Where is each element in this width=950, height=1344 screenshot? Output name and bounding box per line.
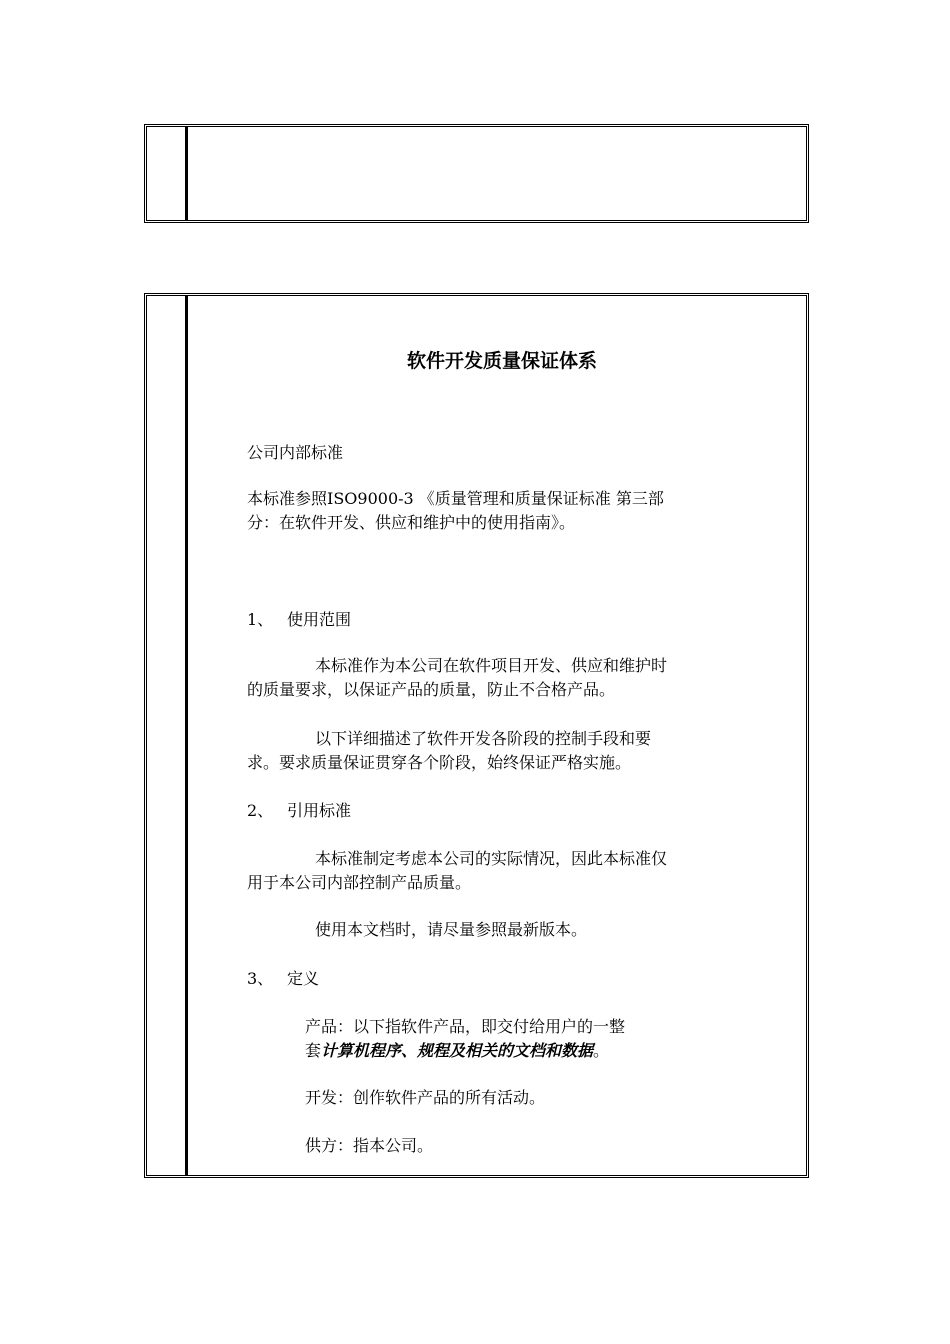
reference-line-1: 本标准参照ISO9000-3 《质量管理和质量保证标准 第三部 (247, 489, 664, 508)
frame-divider (185, 296, 188, 1175)
section-heading (247, 799, 351, 823)
section-number: 1、 (247, 610, 274, 629)
section-heading (247, 608, 351, 632)
definition-line: 开发：创作软件产品的所有活动。 (305, 1088, 546, 1107)
document-label: 公司内部标准 (247, 443, 344, 462)
definition-prefix: 套 (305, 1041, 322, 1060)
definition-line: 产品：以下指软件产品，即交付给用户的一整 (305, 1017, 626, 1036)
definition-line (305, 1039, 609, 1063)
paragraph-line: 使用本文档时，请尽量参照最新版本。 (315, 920, 588, 939)
section-title: 引用标准 (287, 801, 352, 820)
definition-line: 供方：指本公司。 (305, 1136, 434, 1155)
paragraph-line: 本标准制定考虑本公司的实际情况，因此本标准仅 (315, 849, 668, 868)
definition-suffix: 。 (593, 1041, 610, 1060)
header-frame (144, 124, 809, 223)
section-title: 使用范围 (287, 610, 352, 629)
reference-line-2: 分：在软件开发、供应和维护中的使用指南》。 (247, 513, 576, 532)
document-frame (144, 293, 809, 1178)
paragraph-line: 用于本公司内部控制产品质量。 (247, 873, 472, 892)
section-number: 3、 (247, 969, 274, 988)
section-title: 定义 (287, 969, 320, 988)
paragraph-line: 的质量要求，以保证产品的质量，防止不合格产品。 (247, 680, 616, 699)
paragraph-line: 以下详细描述了软件开发各阶段的控制手段和要 (315, 729, 652, 748)
section-number: 2、 (247, 801, 274, 820)
document-title: 软件开发质量保证体系 (406, 350, 597, 372)
section-heading (247, 967, 319, 991)
definition-emphasis: 计算机程序、规程及相关的文档和数据 (321, 1041, 594, 1060)
paragraph-line: 求。要求质量保证贯穿各个阶段，始终保证严格实施。 (247, 753, 632, 772)
frame-divider (185, 127, 188, 220)
paragraph-line: 本标准作为本公司在软件项目开发、供应和维护时 (315, 656, 668, 675)
